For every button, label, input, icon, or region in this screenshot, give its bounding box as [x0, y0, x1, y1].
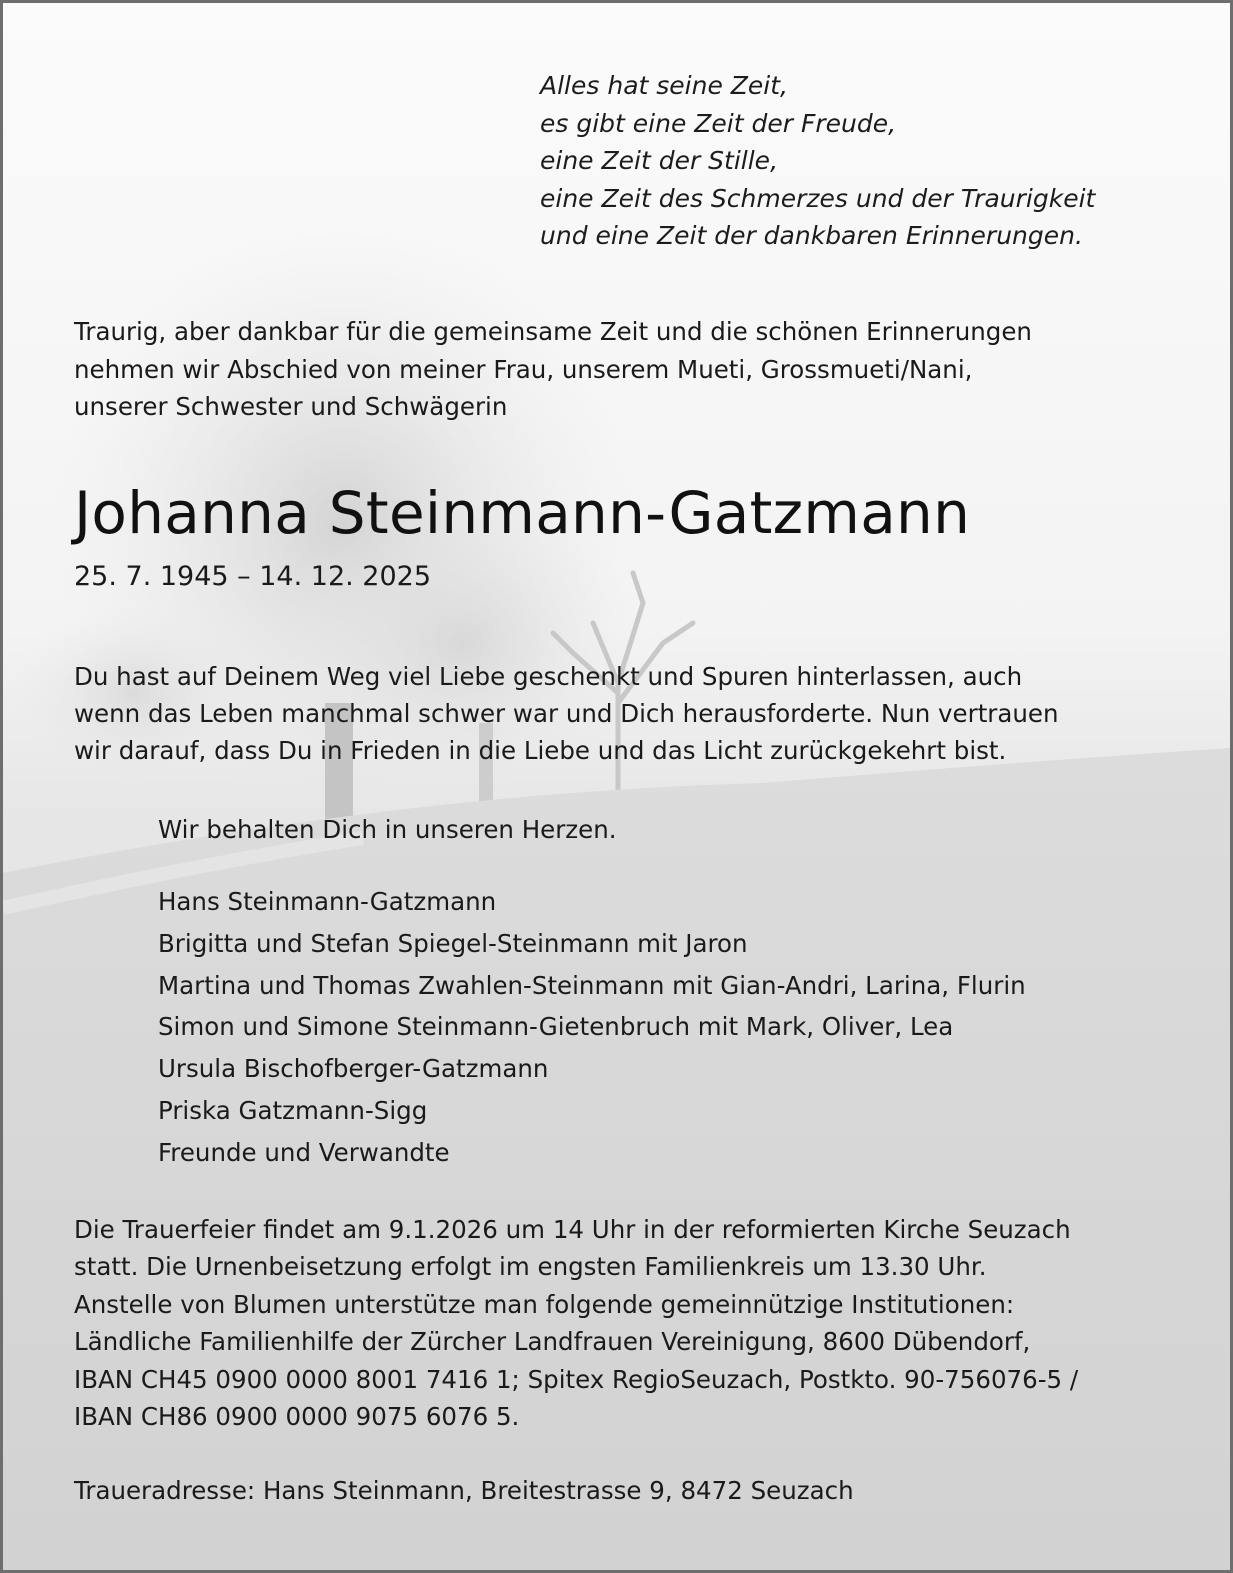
- intro-line: unserer Schwester und Schwägerin: [74, 392, 508, 421]
- mourner-name: Ursula Bischofberger-Gatzmann: [158, 1054, 549, 1084]
- motto-line: es gibt eine Zeit der Freude,: [540, 108, 897, 138]
- heart-line: Wir behalten Dich in unseren Herzen.: [158, 815, 617, 844]
- motto-line: Alles hat seine Zeit,: [540, 71, 788, 100]
- life-dates: 25. 7. 1945 – 14. 12. 2025: [74, 561, 431, 592]
- message-line: wir darauf, dass Du in Frieden in die Liebe und das Licht zurückgekehrt bist.: [74, 736, 1007, 765]
- service-line: Anstelle von Blumen unterstütze man folgende gemeinnützige Institutionen:: [74, 1289, 1015, 1319]
- motto-line: eine Zeit des Schmerzes und der Traurigkeit: [540, 183, 1096, 213]
- mourner-name: Simon und Simone Steinmann-Gietenbruch mit Mark, Oliver, Lea: [158, 1012, 954, 1042]
- message-line: wenn das Leben manchmal schwer war und Dich herausforderte. Nun vertrauen: [74, 699, 1059, 728]
- service-line: statt. Die Urnenbeisetzung erfolgt im engsten Familienkreis um 13.30 Uhr.: [74, 1252, 987, 1282]
- service-line: IBAN CH86 0900 0000 9075 6076 5.: [74, 1401, 520, 1431]
- message-line: Du hast auf Deinem Weg viel Liebe geschenkt und Spuren hinterlassen, auch: [74, 662, 1023, 691]
- deceased-name: Johanna Steinmann-Gatzmann: [74, 479, 971, 547]
- service-line: Die Trauerfeier findet am 9.1.2026 um 14 Uhr in der reformierten Kirche Seuzach: [74, 1215, 1071, 1244]
- mourner-name: Hans Steinmann-Gatzmann: [158, 887, 497, 916]
- intro-paragraph: [74, 313, 1032, 426]
- intro-line: Traurig, aber dankbar für die gemeinsame Zeit und die schönen Erinnerungen: [74, 317, 1032, 346]
- farewell-message: [74, 658, 1059, 769]
- motto-line: und eine Zeit der dankbaren Erinnerungen.: [540, 221, 1083, 250]
- mourning-address: Traueradresse: Hans Steinmann, Breitestrasse 9, 8472 Seuzach: [74, 1476, 854, 1505]
- motto-line: eine Zeit der Stille,: [540, 146, 779, 175]
- service-line: IBAN CH45 0900 0000 8001 7416 1; Spitex RegioSeuzach, Postkto. 90-756076-5 /: [74, 1364, 1079, 1394]
- mourner-name: Brigitta und Stefan Spiegel-Steinmann mit Jaron: [158, 928, 748, 958]
- mourners-list: [158, 881, 1026, 1174]
- intro-line: nehmen wir Abschied von meiner Frau, unserem Mueti, Grossmueti/Nani,: [74, 354, 973, 384]
- mourner-name: Priska Gatzmann-Sigg: [158, 1095, 428, 1125]
- mourner-name: Martina und Thomas Zwahlen-Steinmann mit Gian-Andri, Larina, Flurin: [158, 970, 1026, 1000]
- service-details: [74, 1211, 1078, 1435]
- motto-poem: [540, 67, 1095, 255]
- service-line: Ländliche Familienhilfe der Zürcher Landfrauen Vereinigung, 8600 Dübendorf,: [74, 1327, 1031, 1357]
- mourner-name: Freunde und Verwandte: [158, 1137, 450, 1167]
